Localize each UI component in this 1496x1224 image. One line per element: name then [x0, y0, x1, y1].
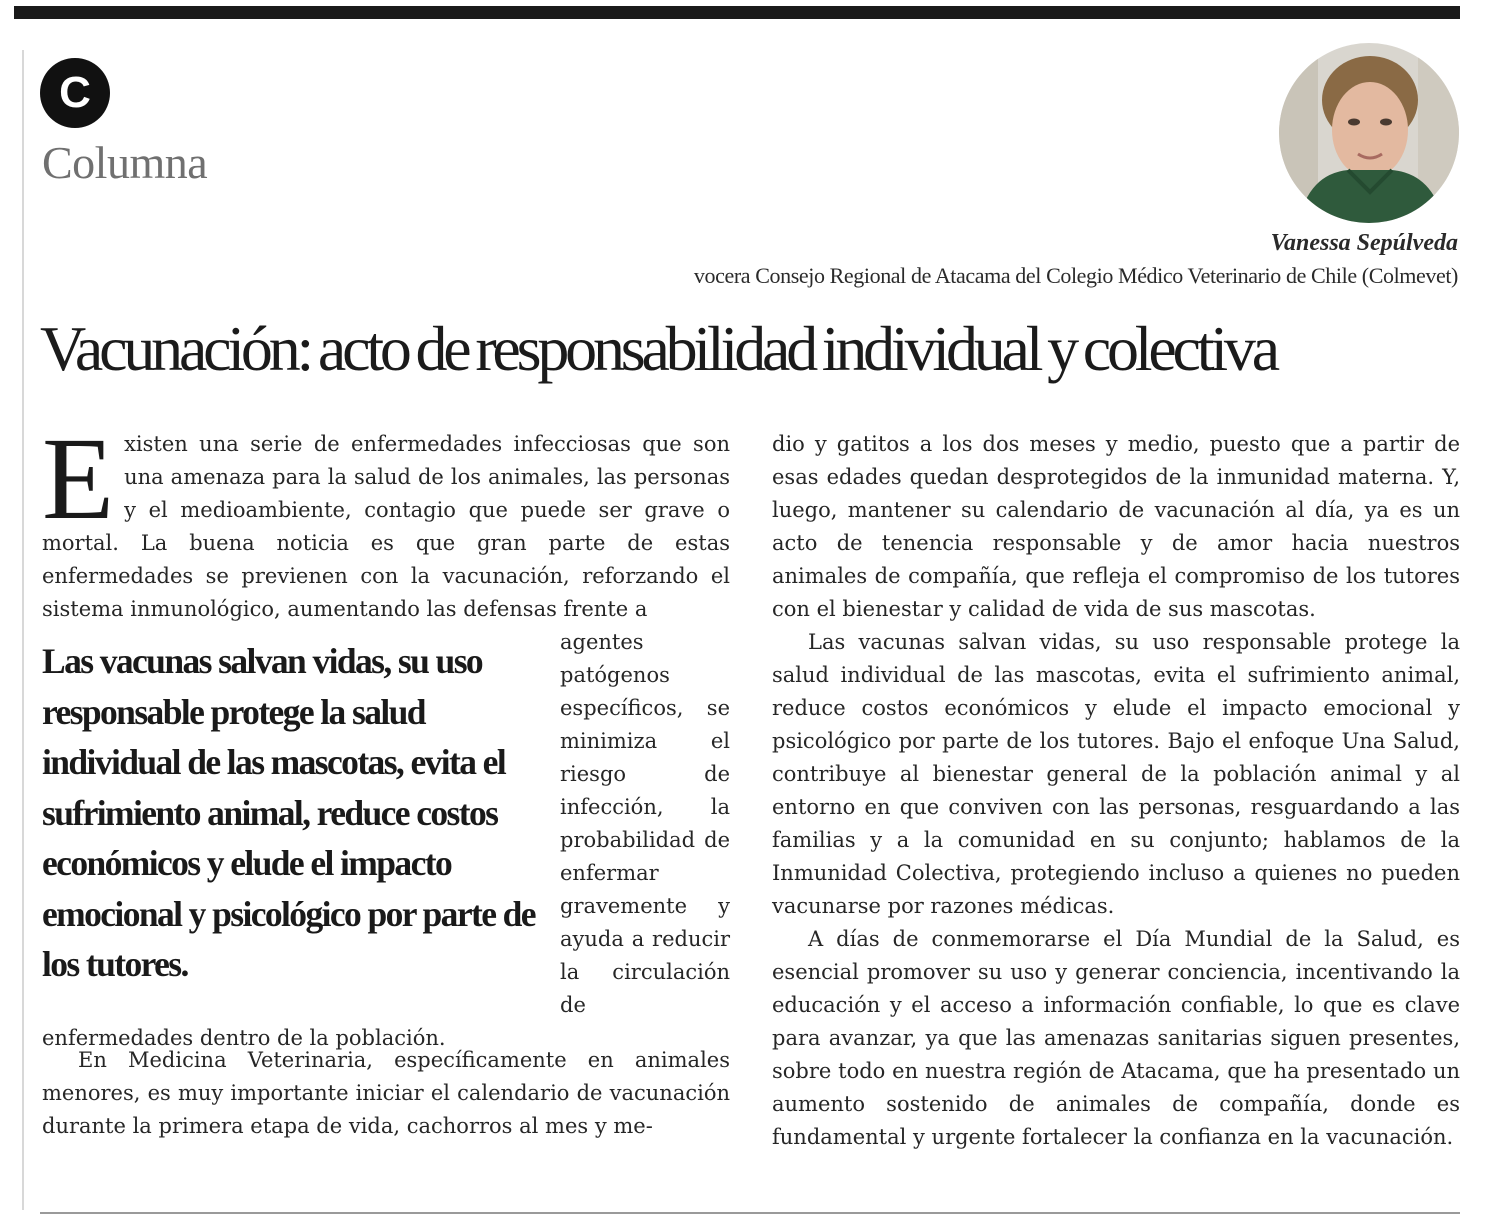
paragraph-intro-text: xisten una serie de enfermedades infecciosas que son una amenaza para la salud de los animales, las personas y el medioambiente, contagio que puede ser grave o mortal. La buena noticia es que gran parte de estas enfermedades se previenen con la vacunación, reforzando el sistema inmunológico, aumentando las defensas frente a — [42, 432, 730, 621]
paragraph-intro — [42, 413, 730, 626]
section-label: Columna — [42, 137, 208, 188]
author-photo — [1278, 42, 1460, 224]
author-role: vocera Consejo Regional de Atacama del Colegio Médico Veterinario de Chile (Colmevet) — [693, 263, 1458, 288]
author-name: Vanessa Sepúlveda — [1270, 230, 1458, 256]
headline: Vacunación: acto de responsabilidad individual y colectiva — [40, 313, 1276, 384]
author-block — [694, 230, 1458, 289]
paragraph-dia-mundial: A días de conmemorarse el Día Mundial de la Salud, es esencial promover su uso y generar conciencia, incentivando la educación y el acceso a información confiable, lo que es clave para avanzar, ya que las amenazas sanitarias siguen presentes, sobre todo en nuestra región de Atacama, que ha presentado un aumento sostenido de animales de compañía, donde es fundamental y urgente fortalecer la confianza en la vacunación. — [772, 927, 1460, 1149]
article-column-right — [772, 428, 1460, 1154]
top-rule — [14, 6, 1460, 19]
bottom-rule — [40, 1212, 1460, 1214]
article-column-left — [42, 413, 730, 1143]
drop-cap: E — [42, 413, 115, 544]
column-divider — [22, 50, 24, 1210]
paragraph-vacunas: Las vacunas salvan vidas, su uso responsable protege la salud individual de las mascotas, evita el sufrimiento animal, reduce costos económicos y elude el impacto emocional y psicológico por parte de los tutores. Bajo el enfoque Una Salud, contribuye al bienestar general de la población animal y al entorno en que conviven con las personas, resguardando a las familias y a la comunidad en su conjunto; hablamos de la Inmunidad Colectiva, protegiendo incluso a quienes no pueden vacunarse por razones médicas. — [772, 630, 1460, 918]
pullquote-wrap — [42, 626, 730, 1054]
paragraph-intro-continued: agentes patógenos específicos, se minimiza el riesgo de infección, la probabilidad de enfermar gravemente y ayuda a reducir la circulación de enfermedades dentro de la población. — [42, 630, 730, 1050]
paragraph-veterinaria: En Medicina Veterinaria, específicamente en animales menores, es muy importante iniciar el calendario de vacunación durante la primera etapa de vida, cachorros al mes y me- — [42, 1048, 730, 1138]
pull-quote: Las vacunas salvan vidas, su uso responsable protege la salud individual de las mascotas, evita el sufrimiento animal, reduce costos económicos y elude el impacto emocional y psicológico por parte de los tutores. — [42, 641, 535, 984]
column-badge-icon: C — [40, 58, 110, 128]
paragraph-veterinaria-continued: dio y gatitos a los dos meses y medio, puesto que a partir de esas edades quedan desprotegidos de la inmunidad materna. Y, luego, mantener su calendario de vacunación al día, ya es un acto de tenencia responsable y de amor hacia nuestros animales de compañía, que refleja el compromiso de los tutores con el bienestar y calidad de vida de sus mascotas. — [772, 432, 1460, 621]
